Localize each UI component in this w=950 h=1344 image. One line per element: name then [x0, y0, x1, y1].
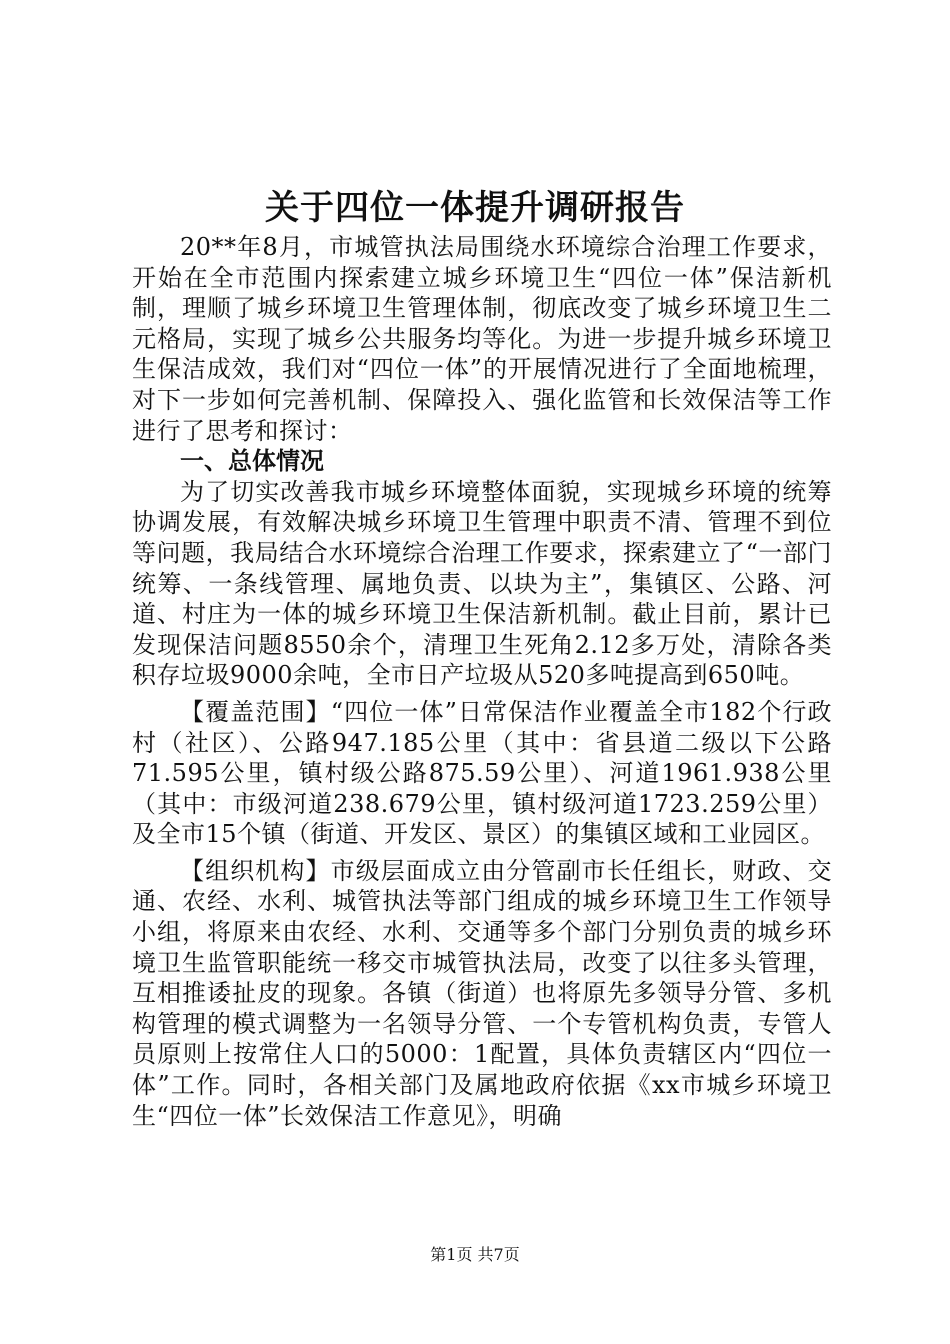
- paragraph-overview: 为了切实改善我市城乡环境整体面貌，实现城乡环境的统筹协调发展，有效解决城乡环境卫生管理中职责不清、管理不到位等问题，我局结合水环境综合治理工作要求，探索建立了“一部门统筹、一条线管理、属地负责、以块为主”，集镇区、公路、河道、村庄为一体的城乡环境卫生保洁新机制。截止目前，累计已发现保洁问题8550余个，清理卫生死角2.12多万处，清除各类积存垃圾9000余吨，全市日产垃圾从520多吨提高到650吨。: [132, 477, 832, 690]
- document-body: [132, 232, 832, 1131]
- paragraph-intro: 20**年8月，市城管执法局围绕水环境综合治理工作要求，开始在全市范围内探索建立城乡环境卫生“四位一体”保洁新机制，理顺了城乡环境卫生管理体制，彻底改变了城乡环境卫生二元格局，实现了城乡公共服务均等化。为进一步提升城乡环境卫生保洁成效，我们对“四位一体”的开展情况进行了全面地梳理，对下一步如何完善机制、保障投入、强化监管和长效保洁等工作进行了思考和探讨：: [132, 233, 832, 445]
- section-heading-overview: 一、总体情况: [180, 446, 324, 476]
- document-title: 关于四位一体提升调研报告: [265, 188, 685, 228]
- paragraph-organization: 【组织机构】市级层面成立由分管副市长任组长，财政、交通、农经、水利、城管执法等部门组成的城乡环境卫生工作领导小组，将原来由农经、水利、交通等多个部门分别负责的城乡环境卫生监管职能统一移交市城管执法局，改变了以往多头管理，互相推诿扯皮的现象。各镇（街道）也将原先多领导分管、多机构管理的模式调整为一名领导分管、一个专管机构负责，专管人员原则上按常住人口的5000：1配置，具体负责辖区内“四位一体”工作。同时，各相关部门及属地政府依据《xx市城乡环境卫生“四位一体”长效保洁工作意见》，明确: [132, 856, 832, 1130]
- paragraph-coverage: 【覆盖范围】“四位一体”日常保洁作业覆盖全市182个行政村（社区）、公路947.185公里（其中：省县道二级以下公路71.595公里，镇村级公路875.59公里）、河道1961.938公里（其中：市级河道238.679公里，镇村级河道1723.259公里）及全市15个镇（街道、开发区、景区）的集镇区域和工业园区。: [132, 697, 832, 849]
- page-footer: 第1页 共7页: [430, 1245, 520, 1264]
